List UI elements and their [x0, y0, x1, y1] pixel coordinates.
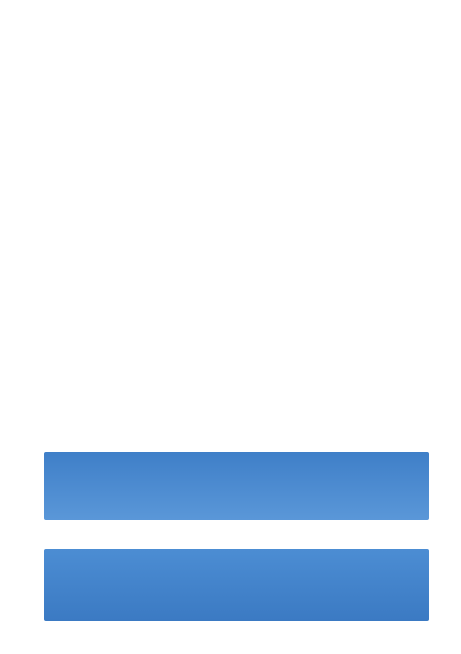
weather-low-panel: [44, 549, 429, 621]
weather-high-panel: [44, 452, 429, 520]
